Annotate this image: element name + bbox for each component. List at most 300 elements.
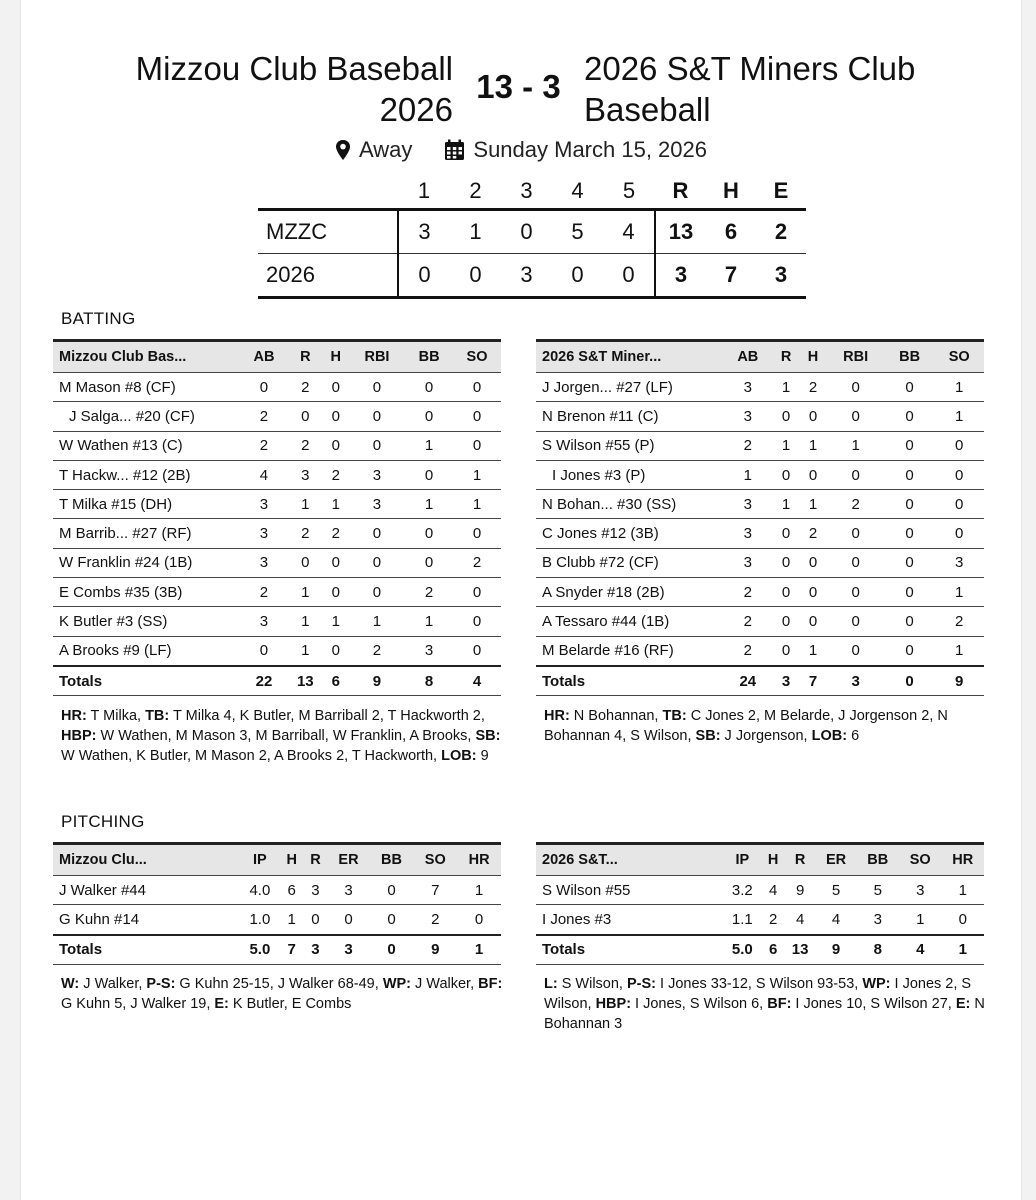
stat-column-header: R: [773, 341, 800, 373]
stat-value: 0: [885, 578, 935, 607]
player-row: [53, 548, 501, 577]
box-score-sheet: [20, 0, 1022, 1200]
note-text: K Butler, E Combs: [228, 996, 352, 1012]
total-value: 5.0: [723, 935, 762, 965]
stat-value: 0: [827, 607, 885, 636]
stat-column-header: ER: [327, 844, 369, 876]
stat-value: 2: [762, 905, 785, 935]
stat-value: 1: [899, 905, 941, 935]
note-text: S Wilson,: [557, 976, 627, 992]
home-batting-table: [536, 339, 984, 696]
note-label: BF:: [767, 996, 792, 1012]
stat-value: 0: [827, 460, 885, 489]
note-label: WP:: [862, 976, 891, 992]
player-name: B Clubb #72 (CF): [536, 548, 723, 577]
stat-value: 3: [934, 548, 984, 577]
home-batting-notes: [544, 706, 992, 746]
player-name: N Bohan... #30 (SS): [536, 490, 723, 519]
stat-value: 0: [323, 636, 349, 666]
stat-column-header: AB: [240, 341, 288, 373]
stat-value: 0: [370, 905, 414, 935]
stat-column-header: BB: [405, 341, 453, 373]
inning-runs: 3: [501, 254, 552, 298]
stat-value: 2: [240, 402, 288, 431]
stat-value: 3.2: [723, 876, 762, 905]
note-text: I Jones, S Wilson 6,: [631, 996, 768, 1012]
player-name: A Brooks #9 (LF): [53, 636, 240, 666]
stat-value: 0: [453, 519, 501, 548]
line-score-row: [258, 210, 806, 254]
totals-label: Totals: [53, 666, 240, 696]
note-text: G Kuhn 25-15, J Walker 68-49,: [175, 976, 383, 992]
total-value: 3: [773, 666, 800, 696]
stat-value: 0: [885, 431, 935, 460]
total-value: 6: [323, 666, 349, 696]
stat-value: 1: [827, 431, 885, 460]
stat-value: 2: [800, 519, 827, 548]
note-label: P-S:: [626, 976, 656, 992]
stat-column-header: H: [800, 341, 827, 373]
stat-value: 1: [349, 607, 405, 636]
stat-value: 3: [723, 402, 773, 431]
stat-value: 1: [405, 607, 453, 636]
team-column-header: 2026 S&T...: [536, 844, 723, 876]
stat-value: 3: [349, 490, 405, 519]
home-pitching-table: [536, 842, 984, 965]
stat-value: 3: [327, 876, 369, 905]
stat-value: 1.1: [723, 905, 762, 935]
stat-column-header: HR: [457, 844, 501, 876]
stat-column-header: RBI: [349, 341, 405, 373]
player-name: G Kuhn #14: [53, 905, 240, 935]
inning-runs: 5: [552, 210, 603, 254]
player-name: M Barrib... #27 (RF): [53, 519, 240, 548]
note-text: J Walker,: [79, 976, 147, 992]
inning-header: 1: [417, 178, 431, 203]
player-name: T Hackw... #12 (2B): [53, 460, 240, 489]
stat-value: 0: [349, 402, 405, 431]
stat-value: 2: [800, 373, 827, 402]
stat-value: 4: [762, 876, 785, 905]
stat-value: 2: [453, 548, 501, 577]
total-value: 6: [762, 935, 785, 965]
inning-header: 2: [469, 178, 482, 203]
player-row: [536, 431, 984, 460]
stat-value: 2: [934, 607, 984, 636]
note-label: L:: [544, 976, 558, 992]
totals-label: Totals: [53, 935, 240, 965]
stat-value: 0: [327, 905, 369, 935]
stat-value: 0: [827, 402, 885, 431]
final-score: 13 - 3: [476, 68, 561, 105]
player-row: [53, 636, 501, 666]
stat-value: 0: [304, 905, 328, 935]
stat-value: 0: [370, 876, 414, 905]
player-name: E Combs #35 (3B): [53, 578, 240, 607]
stat-column-header: ER: [816, 844, 857, 876]
stat-value: 3: [349, 460, 405, 489]
stat-value: 3: [723, 490, 773, 519]
stat-value: 1: [405, 431, 453, 460]
player-name: T Milka #15 (DH): [53, 490, 240, 519]
stat-value: 0: [240, 373, 288, 402]
inning-runs: 0: [552, 254, 603, 298]
stat-value: 0: [349, 519, 405, 548]
player-row: [53, 876, 501, 905]
stat-value: 1: [457, 876, 501, 905]
note-label: P-S:: [146, 976, 176, 992]
player-name: J Jorgen... #27 (LF): [536, 373, 723, 402]
note-label: HR:: [61, 708, 87, 724]
total-value: 3: [304, 935, 328, 965]
stat-value: 0: [885, 402, 935, 431]
player-row: [536, 607, 984, 636]
total-value: 13: [785, 935, 816, 965]
stat-value: 1: [288, 607, 323, 636]
stat-value: 2: [413, 905, 457, 935]
note-label: WP:: [382, 976, 411, 992]
stat-column-header: H: [323, 341, 349, 373]
stat-value: 2: [288, 373, 323, 402]
stat-value: 1: [280, 905, 304, 935]
pitching-heading: PITCHING: [61, 812, 145, 831]
total-errors: 2: [756, 210, 806, 254]
stat-value: 0: [405, 402, 453, 431]
player-row: [536, 460, 984, 489]
player-name: N Brenon #11 (C): [536, 402, 723, 431]
total-value: 24: [723, 666, 773, 696]
stat-value: 0: [827, 548, 885, 577]
stat-value: 7: [413, 876, 457, 905]
stat-value: 0: [773, 519, 800, 548]
player-row: [53, 373, 501, 402]
stat-value: 0: [827, 636, 885, 666]
stat-column-header: H: [762, 844, 785, 876]
stat-value: 0: [800, 607, 827, 636]
away-pitching-table: [53, 842, 501, 965]
total-value: 9: [413, 935, 457, 965]
stat-value: 0: [288, 548, 323, 577]
stat-value: 3: [899, 876, 941, 905]
stat-value: 3: [723, 548, 773, 577]
team-abbr: MZZC: [258, 210, 398, 254]
line-score-table: [258, 174, 806, 299]
stat-value: 0: [453, 636, 501, 666]
player-name: C Jones #12 (3B): [536, 519, 723, 548]
stat-value: 0: [885, 373, 935, 402]
stat-column-header: BB: [370, 844, 414, 876]
note-text: C Jones 2, M Belarde, J Jorgenson 2, N Bohannan 4, S Wilson,: [544, 708, 948, 744]
stat-value: 0: [323, 402, 349, 431]
stat-value: 0: [323, 548, 349, 577]
note-text: N Bohannan 3: [544, 996, 985, 1032]
stat-value: 0: [773, 607, 800, 636]
stat-column-header: SO: [413, 844, 457, 876]
stat-column-header: R: [304, 844, 328, 876]
total-value: 13: [288, 666, 323, 696]
stat-value: 2: [405, 578, 453, 607]
player-row: [536, 490, 984, 519]
stat-value: 3: [288, 460, 323, 489]
stat-value: 0: [349, 431, 405, 460]
note-label: E:: [955, 996, 971, 1012]
note-label: HBP:: [595, 996, 632, 1012]
stat-value: 1: [323, 607, 349, 636]
runs-header: R: [672, 178, 689, 203]
stat-value: 1.0: [240, 905, 280, 935]
note-label: SB:: [475, 728, 501, 744]
player-name: A Tessaro #44 (1B): [536, 607, 723, 636]
stat-value: 0: [827, 373, 885, 402]
stat-value: 2: [323, 460, 349, 489]
stat-column-header: IP: [240, 844, 280, 876]
stat-value: 0: [934, 519, 984, 548]
errors-header: E: [773, 178, 789, 203]
stat-value: 1: [773, 373, 800, 402]
stat-value: 3: [405, 636, 453, 666]
note-text: I Jones 2, S Wilson,: [544, 976, 972, 1012]
stat-value: 2: [723, 578, 773, 607]
player-row: [536, 636, 984, 666]
stat-value: 0: [323, 431, 349, 460]
stat-value: 0: [453, 402, 501, 431]
stat-column-header: R: [288, 341, 323, 373]
stat-value: 1: [288, 490, 323, 519]
stat-value: 1: [934, 636, 984, 666]
stat-value: 0: [885, 490, 935, 519]
calendar-icon: [444, 139, 465, 161]
inning-runs: 0: [603, 254, 655, 298]
total-value: 0: [370, 935, 414, 965]
stat-value: 0: [934, 460, 984, 489]
stat-value: 2: [723, 636, 773, 666]
total-value: 9: [934, 666, 984, 696]
stat-column-header: IP: [723, 844, 762, 876]
note-text: 6: [847, 728, 860, 744]
totals-row: [53, 666, 501, 696]
stat-value: 9: [785, 876, 816, 905]
line-score-row: [258, 254, 806, 298]
total-value: 9: [349, 666, 405, 696]
home-team-name: 2026 S&T Miners Club Baseball: [584, 50, 916, 128]
player-name: I Jones #3 (P): [536, 460, 723, 489]
total-value: 3: [327, 935, 369, 965]
inning-runs: 0: [398, 254, 450, 298]
note-text: T Milka 4, K Butler, M Barriball 2, T Hackworth 2,: [169, 708, 485, 724]
note-label: BF:: [478, 976, 503, 992]
total-value: 4: [453, 666, 501, 696]
note-label: TB:: [145, 708, 170, 724]
player-row: [53, 607, 501, 636]
inning-runs: 4: [603, 210, 655, 254]
stat-value: 2: [723, 431, 773, 460]
stat-value: 1: [323, 490, 349, 519]
stat-value: 0: [349, 548, 405, 577]
team-column-header: Mizzou Club Bas...: [53, 341, 240, 373]
stat-value: 0: [288, 402, 323, 431]
stat-value: 1: [934, 402, 984, 431]
stat-value: 0: [800, 402, 827, 431]
total-value: 0: [885, 666, 935, 696]
total-value: 9: [816, 935, 857, 965]
player-name: W Wathen #13 (C): [53, 431, 240, 460]
note-label: LOB:: [441, 748, 477, 764]
player-row: [536, 548, 984, 577]
stat-value: 0: [773, 636, 800, 666]
player-name: K Butler #3 (SS): [53, 607, 240, 636]
stat-column-header: SO: [899, 844, 941, 876]
player-row: [53, 402, 501, 431]
player-name: S Wilson #55 (P): [536, 431, 723, 460]
stat-value: 0: [240, 636, 288, 666]
hits-header: H: [723, 178, 739, 203]
stat-value: 0: [885, 636, 935, 666]
player-row: [53, 490, 501, 519]
inning-runs: 0: [501, 210, 552, 254]
stat-value: 5: [816, 876, 857, 905]
stat-value: 0: [323, 373, 349, 402]
player-row: [53, 578, 501, 607]
player-name: J Salga... #20 (CF): [53, 402, 240, 431]
stat-value: 0: [827, 519, 885, 548]
stat-value: 0: [934, 431, 984, 460]
total-value: 5.0: [240, 935, 280, 965]
stat-column-header: AB: [723, 341, 773, 373]
note-label: TB:: [662, 708, 687, 724]
total-value: 8: [857, 935, 899, 965]
player-name: S Wilson #55: [536, 876, 723, 905]
away-batting-table: [53, 339, 501, 696]
stat-value: 0: [453, 373, 501, 402]
stat-value: 0: [323, 578, 349, 607]
stat-value: 1: [405, 490, 453, 519]
stat-column-header: BB: [885, 341, 935, 373]
stat-value: 0: [453, 431, 501, 460]
stat-value: 2: [827, 490, 885, 519]
away-team-name: Mizzou Club Baseball 2026: [135, 50, 453, 128]
note-label: HR:: [544, 708, 570, 724]
stat-value: 1: [941, 876, 984, 905]
stat-value: 0: [827, 578, 885, 607]
stat-value: 2: [288, 431, 323, 460]
player-name: M Mason #8 (CF): [53, 373, 240, 402]
total-value: 7: [280, 935, 304, 965]
note-text: 9: [476, 748, 489, 764]
stat-value: 0: [453, 607, 501, 636]
note-label: LOB:: [811, 728, 848, 744]
stat-value: 3: [304, 876, 328, 905]
note-label: HBP:: [61, 728, 97, 744]
stat-value: 0: [885, 460, 935, 489]
total-value: 3: [827, 666, 885, 696]
inning-header: 4: [571, 178, 584, 203]
stat-value: 3: [240, 519, 288, 548]
stat-value: 0: [885, 519, 935, 548]
stat-column-header: H: [280, 844, 304, 876]
total-hits: 7: [706, 254, 756, 298]
stat-value: 0: [885, 607, 935, 636]
stat-column-header: R: [785, 844, 816, 876]
stat-value: 2: [349, 636, 405, 666]
note-text: J Walker,: [411, 976, 479, 992]
stat-value: 0: [800, 578, 827, 607]
stat-value: 2: [240, 578, 288, 607]
player-row: [536, 578, 984, 607]
stat-value: 0: [885, 548, 935, 577]
stat-value: 1: [800, 490, 827, 519]
stat-value: 1: [288, 578, 323, 607]
stat-value: 3: [240, 490, 288, 519]
stat-value: 4.0: [240, 876, 280, 905]
stat-value: 0: [800, 548, 827, 577]
note-text: W Wathen, K Butler, M Mason 2, A Brooks 2, T Hackworth,: [61, 748, 442, 764]
note-text: I Jones 33-12, S Wilson 93-53,: [655, 976, 863, 992]
note-text: N Bohannan,: [569, 708, 663, 724]
stat-value: 0: [457, 905, 501, 935]
totals-label: Totals: [536, 666, 723, 696]
total-value: 4: [899, 935, 941, 965]
note-text: I Jones 10, S Wilson 27,: [791, 996, 956, 1012]
note-text: T Milka,: [86, 708, 146, 724]
stat-value: 1: [934, 578, 984, 607]
totals-row: [536, 935, 984, 965]
stat-value: 0: [405, 519, 453, 548]
stat-value: 1: [773, 490, 800, 519]
stat-value: 0: [773, 402, 800, 431]
stat-value: 1: [453, 460, 501, 489]
total-hits: 6: [706, 210, 756, 254]
stat-column-header: SO: [934, 341, 984, 373]
map-pin-icon: [335, 139, 351, 161]
inning-runs: 1: [450, 210, 501, 254]
inning-header: 5: [622, 178, 636, 203]
batting-heading: BATTING: [61, 309, 136, 328]
totals-row: [536, 666, 984, 696]
stat-value: 4: [816, 905, 857, 935]
stat-column-header: BB: [857, 844, 899, 876]
stat-value: 1: [723, 460, 773, 489]
stat-value: 3: [723, 519, 773, 548]
inning-runs: 0: [450, 254, 501, 298]
stat-column-header: RBI: [827, 341, 885, 373]
stat-value: 0: [405, 460, 453, 489]
total-value: 1: [457, 935, 501, 965]
stat-value: 1: [288, 636, 323, 666]
stat-column-header: HR: [941, 844, 984, 876]
stat-value: 2: [288, 519, 323, 548]
stat-value: 2: [240, 431, 288, 460]
stat-value: 0: [941, 905, 984, 935]
player-name: W Franklin #24 (1B): [53, 548, 240, 577]
player-row: [536, 905, 984, 935]
stat-value: 2: [323, 519, 349, 548]
player-row: [536, 402, 984, 431]
player-row: [536, 519, 984, 548]
total-runs: 3: [655, 254, 706, 298]
total-errors: 3: [756, 254, 806, 298]
stat-value: 0: [349, 373, 405, 402]
stat-value: 5: [857, 876, 899, 905]
stat-value: 1: [800, 431, 827, 460]
total-value: 1: [941, 935, 984, 965]
away-batting-notes: [61, 706, 509, 766]
stat-value: 6: [280, 876, 304, 905]
inning-header: 3: [520, 178, 533, 203]
note-label: SB:: [695, 728, 721, 744]
player-name: J Walker #44: [53, 876, 240, 905]
stat-value: 3: [240, 607, 288, 636]
game-meta: [21, 137, 1021, 163]
